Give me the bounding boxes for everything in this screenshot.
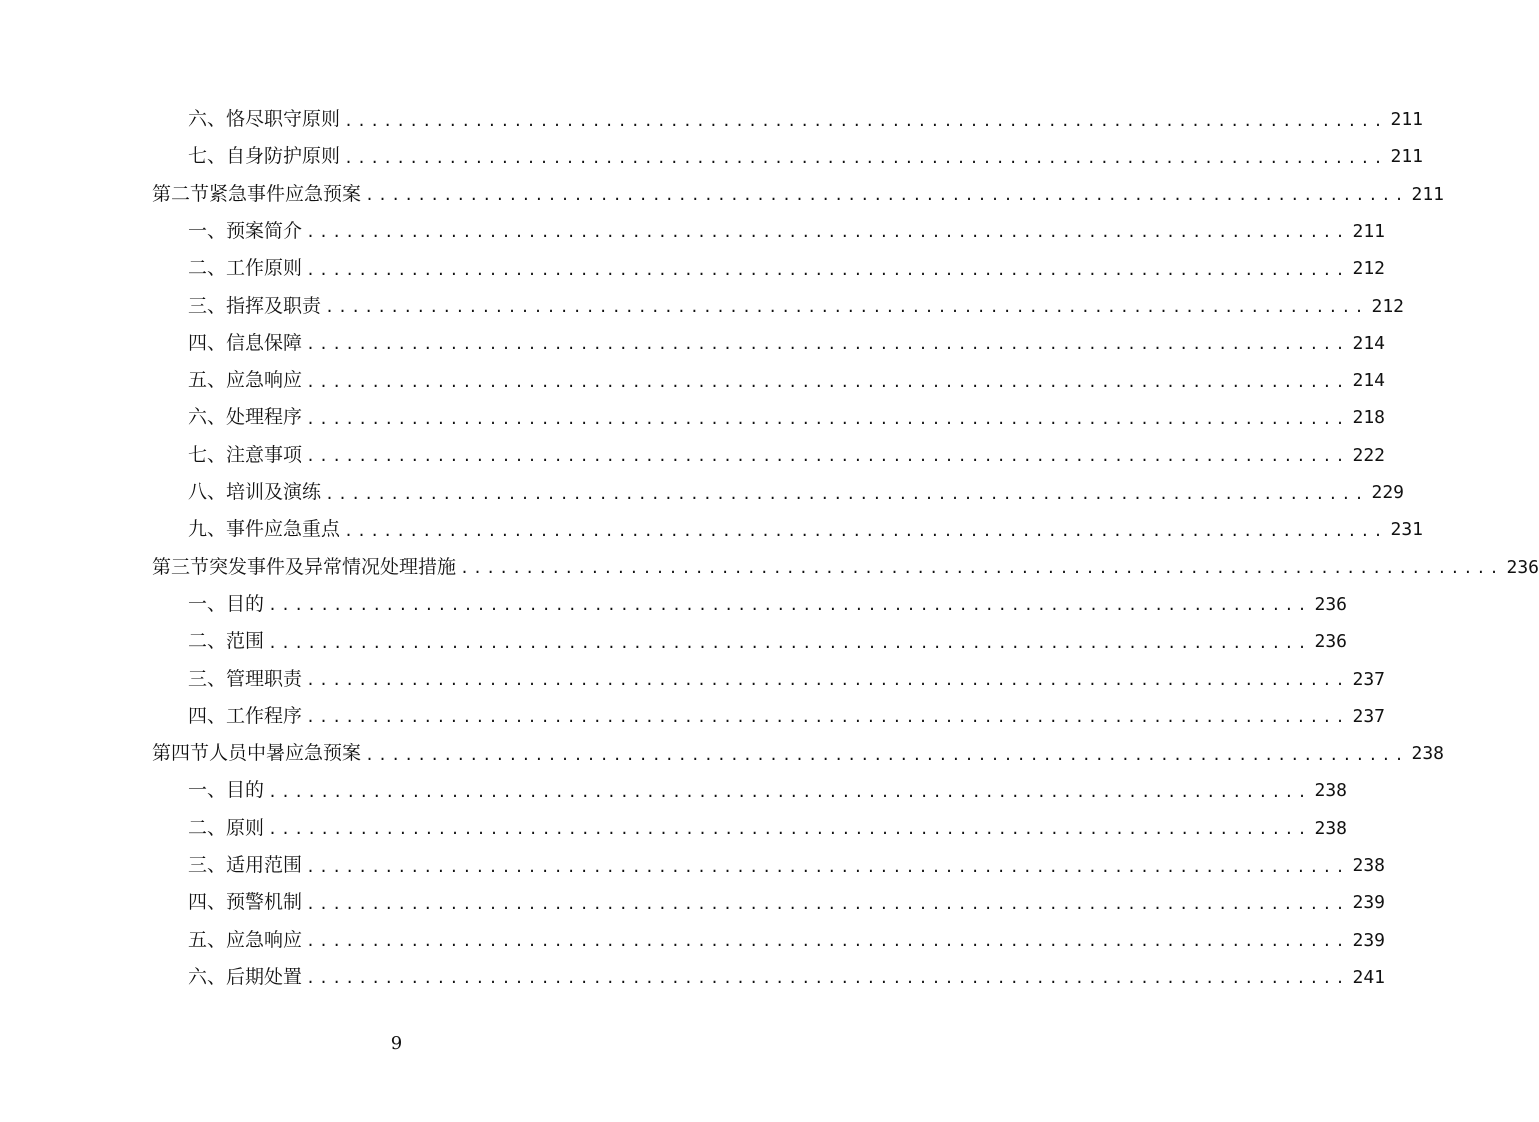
toc-entry-title: 培训及演练 — [226, 481, 322, 503]
toc-entry-number: 二、 — [188, 816, 227, 839]
toc-dot-leader: ................................................................................ — [306, 671, 1349, 689]
toc-dot-leader: ................................................................................ — [365, 745, 1408, 764]
toc-subsection-entry[interactable] — [188, 698, 1386, 735]
toc-dot-leader: ................................................................................ — [306, 335, 1349, 354]
toc-entry-title: 处理程序 — [226, 406, 303, 429]
toc-dot-leader: ................................................................................ — [306, 223, 1349, 242]
toc-subsection-entry[interactable] — [188, 250, 1386, 287]
toc-entry-page: 239 — [1352, 892, 1386, 914]
toc-entry-number: 三、 — [188, 667, 227, 690]
toc-entry-title: 人员中暑应急预案 — [209, 742, 362, 765]
toc-subsection-entry[interactable] — [188, 586, 1348, 623]
toc-subsection-entry[interactable] — [188, 772, 1348, 809]
toc-entry-number: 第四节 — [152, 742, 210, 765]
toc-entry-number: 三、 — [188, 854, 227, 876]
toc-entry-page: 236 — [1314, 593, 1348, 615]
toc-entry-title: 预警机制 — [226, 891, 303, 914]
toc-entry-title: 原则 — [226, 816, 265, 839]
toc-section-entry[interactable] — [152, 549, 1539, 586]
toc-entry-page: 211 — [1411, 183, 1445, 205]
toc-entry-number: 第三节 — [152, 555, 210, 578]
toc-subsection-entry[interactable] — [188, 213, 1386, 250]
toc-entry-page: 218 — [1352, 407, 1386, 429]
toc-entry-number: 六、 — [188, 406, 227, 429]
toc-dot-leader: ................................................................................ — [325, 484, 1368, 503]
page-number: 9 — [390, 1033, 403, 1054]
toc-subsection-entry[interactable] — [188, 101, 1424, 138]
toc-entry-page: 211 — [1390, 109, 1424, 130]
toc-entry-page: 237 — [1352, 668, 1386, 690]
toc-entry-page: 238 — [1314, 817, 1348, 839]
toc-entry-page: 238 — [1314, 780, 1348, 802]
toc-entry-number: 一、 — [188, 592, 227, 615]
toc-dot-leader: ................................................................................ — [344, 521, 1387, 540]
toc-dot-leader: ................................................................................ — [344, 111, 1387, 130]
toc-entry-page: 238 — [1352, 855, 1386, 876]
toc-subsection-entry[interactable] — [188, 437, 1386, 474]
toc-dot-leader: ................................................................................ — [460, 559, 1503, 578]
toc-subsection-entry[interactable] — [188, 884, 1386, 921]
toc-subsection-entry[interactable] — [188, 362, 1386, 399]
toc-entry-title: 管理职责 — [226, 667, 303, 690]
toc-entry-number: 六、 — [188, 965, 227, 988]
toc-dot-leader: ................................................................................ — [306, 372, 1349, 391]
toc-subsection-entry[interactable] — [188, 474, 1405, 511]
toc-entry-number: 一、 — [188, 779, 227, 802]
toc-entry-page: 211 — [1390, 146, 1424, 168]
toc-subsection-entry[interactable] — [188, 623, 1348, 660]
toc-entry-title: 突发事件及异常情况处理措施 — [209, 555, 457, 578]
toc-entry-title: 注意事项 — [226, 443, 303, 466]
toc-entry-number: 四、 — [188, 891, 227, 914]
toc-entry-title: 范围 — [226, 630, 265, 653]
toc-entry-title: 目的 — [226, 592, 265, 615]
toc-dot-leader: ................................................................................ — [306, 447, 1349, 466]
toc-section-entry[interactable] — [152, 176, 1445, 213]
toc-entry-page: 238 — [1411, 743, 1445, 765]
toc-entry-number: 八、 — [188, 481, 227, 503]
toc-dot-leader: ................................................................................ — [325, 298, 1368, 316]
toc-entry-number: 五、 — [188, 369, 227, 392]
toc-entry-page: 211 — [1352, 220, 1386, 242]
toc-entry-title: 自身防护原则 — [226, 145, 341, 168]
toc-subsection-entry[interactable] — [188, 847, 1386, 884]
toc-dot-leader: ................................................................................ — [344, 148, 1387, 167]
toc-section-entry[interactable] — [152, 735, 1445, 772]
toc-subsection-entry[interactable] — [188, 399, 1386, 436]
toc-entry-page: 214 — [1352, 370, 1386, 392]
toc-entry-page: 239 — [1352, 929, 1386, 951]
toc-dot-leader: ................................................................................ — [268, 633, 1311, 652]
toc-dot-leader: ................................................................................ — [306, 969, 1349, 988]
toc-entry-page: 236 — [1506, 556, 1539, 578]
toc-subsection-entry[interactable] — [188, 922, 1386, 959]
toc-entry-page: 212 — [1352, 258, 1386, 280]
toc-dot-leader: ................................................................................ — [365, 186, 1408, 205]
toc-entry-page: 241 — [1352, 966, 1386, 988]
toc-entry-number: 三、 — [188, 294, 227, 317]
toc-subsection-entry[interactable] — [188, 959, 1386, 996]
toc-entry-title: 指挥及职责 — [226, 294, 322, 317]
toc-dot-leader: ................................................................................ — [306, 932, 1349, 951]
toc-entry-number: 九、 — [188, 518, 227, 541]
toc-entry-number: 二、 — [188, 630, 227, 653]
toc-entry-page: 236 — [1314, 631, 1348, 653]
toc-entry-title: 目的 — [226, 779, 265, 802]
toc-subsection-entry[interactable] — [188, 661, 1386, 698]
toc-entry-title: 适用范围 — [226, 854, 303, 876]
toc-dot-leader: ................................................................................ — [306, 260, 1349, 279]
toc-dot-leader: ................................................................................ — [306, 894, 1349, 913]
toc-entry-title: 应急响应 — [226, 369, 303, 392]
toc-entry-title: 工作程序 — [226, 704, 303, 727]
toc-dot-leader: ................................................................................ — [306, 409, 1349, 428]
toc-entry-title: 紧急事件应急预案 — [209, 182, 362, 205]
toc-entry-page: 214 — [1352, 332, 1386, 354]
toc-subsection-entry[interactable] — [188, 810, 1348, 847]
toc-entry-number: 第二节 — [152, 182, 210, 205]
toc-entry-number: 四、 — [188, 704, 227, 727]
toc-entry-page: 237 — [1352, 705, 1386, 727]
toc-dot-leader: ................................................................................ — [268, 820, 1311, 839]
toc-entry-title: 应急响应 — [226, 928, 303, 951]
toc-entry-title: 工作原则 — [226, 257, 303, 280]
toc-subsection-entry[interactable] — [188, 138, 1424, 175]
toc-entry-page: 212 — [1371, 295, 1405, 317]
toc-dot-leader: ................................................................................ — [268, 782, 1311, 801]
toc-dot-leader: ................................................................................ — [306, 857, 1349, 876]
toc-entry-number: 七、 — [188, 443, 227, 466]
toc-subsection-entry[interactable] — [188, 288, 1405, 325]
toc-entry-title: 后期处置 — [226, 965, 303, 988]
toc-subsection-entry[interactable] — [188, 511, 1424, 548]
toc-entry-title: 恪尽职守原则 — [226, 108, 341, 130]
toc-entry-number: 六、 — [188, 108, 227, 130]
toc-entry-title: 预案简介 — [226, 219, 303, 242]
toc-entry-number: 一、 — [188, 219, 227, 242]
toc-dot-leader: ................................................................................ — [306, 708, 1349, 727]
toc-entry-number: 四、 — [188, 331, 227, 354]
toc-entry-number: 七、 — [188, 145, 227, 168]
toc-subsection-entry[interactable] — [188, 325, 1386, 362]
toc-entry-page: 229 — [1371, 482, 1405, 503]
toc-entry-number: 二、 — [188, 257, 227, 280]
toc-dot-leader: ................................................................................ — [268, 596, 1311, 615]
toc-entry-number: 五、 — [188, 928, 227, 951]
toc-entry-title: 信息保障 — [226, 331, 303, 354]
toc-entry-title: 事件应急重点 — [226, 518, 341, 541]
toc-entry-page: 222 — [1352, 444, 1386, 466]
toc-entry-page: 231 — [1390, 519, 1424, 541]
